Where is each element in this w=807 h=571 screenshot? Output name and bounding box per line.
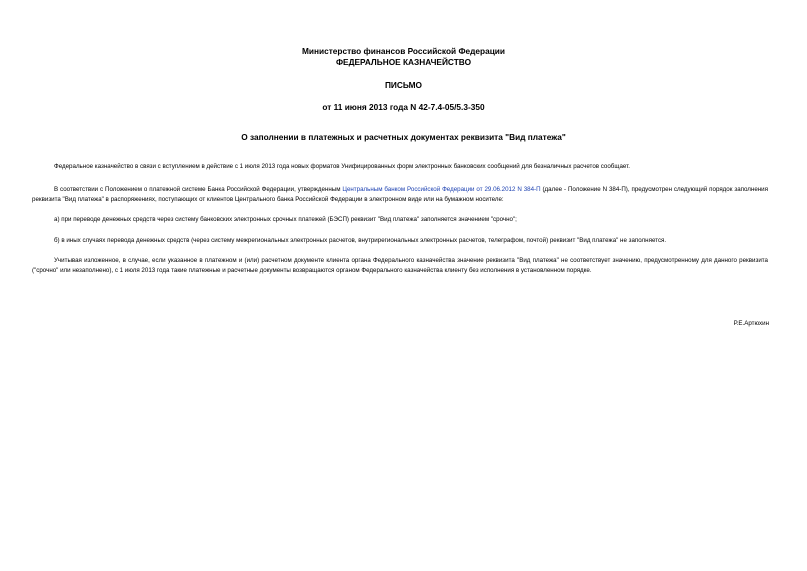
document-subject: О заполнении в платежных и расчетных документах реквизита "Вид платежа" — [241, 132, 566, 142]
paragraph-5 — [32, 256, 768, 275]
document-date-number: от 11 июня 2013 года N 42-7.4-05/5.3-350 — [322, 102, 485, 112]
treasury-name: ФЕДЕРАЛЬНОЕ КАЗНАЧЕЙСТВО — [335, 57, 472, 67]
paragraph-2-text-before: В соответствии с Положением о платежной системе Банка Российской Федерации, утвержденным — [54, 186, 343, 193]
ministry-name: Министерство финансов Российской Федерации — [301, 46, 506, 56]
paragraph-4 — [32, 236, 768, 246]
paragraph-4-text: б) в иных случаях перевода денежных средств (через систему межрегиональных электронных расчетов, внутрирегиональных электронных расчетов, телеграфом, почтой) реквизит "Вид платежа" не заполняется. — [54, 237, 667, 244]
signature: Р.Е.Артюхин — [733, 320, 769, 327]
paragraph-2 — [32, 185, 768, 204]
paragraph-2-text-after: (далее - Положение N 384-П), предусмотрен следующий порядок заполнения реквизита "Вид платежа" в распоряжениях, поступающих от клиентов Центрального банка Российской Федерации в электронном виде или на бумажном носителе: — [32, 186, 768, 203]
paragraph-1 — [32, 162, 768, 172]
document-type: ПИСЬМО — [384, 80, 423, 90]
paragraph-3 — [32, 215, 768, 225]
paragraph-5-text: Учитывая изложенное, в случае, если указанное в платежном и (или) расчетном документе клиента органа Федерального казначейства значение реквизита "Вид платежа" не соответствует значению, предусмотренному для данного реквизита ("срочно" или незаполнено), с 1 июля 2013 года такие платежные и расчетные документы возвращаются органом Федерального казначейства клиенту без исполнения в установленном порядке. — [32, 257, 768, 274]
regulation-link[interactable]: Центральным банком Российской Федерации от 29.06.2012 N 384-П — [342, 186, 541, 193]
paragraph-3-text: а) при переводе денежных средств через систему банковских электронных срочных платежей (БЭСП) реквизит "Вид платежа" заполняется значением "срочно"; — [54, 216, 517, 223]
paragraph-1-text: Федеральное казначейство в связи с вступлением в действие с 1 июля 2013 года новых форматов Унифицированных форм электронных банковских сообщений для безналичных расчетов сообщает. — [54, 163, 630, 170]
